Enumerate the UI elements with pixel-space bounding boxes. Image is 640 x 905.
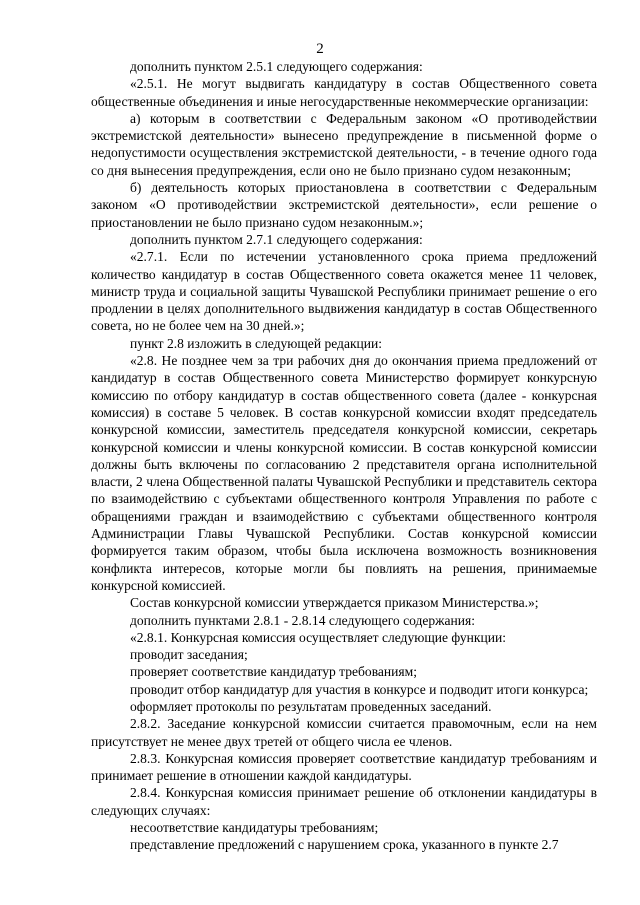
paragraph: проводит отбор кандидатур для участия в конкурсе и подводит итоги конкурса; [130,681,589,697]
paragraph: проводит заседания; [130,647,248,663]
paragraph: представление предложений с нарушением срока, указанного в пункте 2.7 [130,837,559,853]
paragraph: оформляет протоколы по результатам проведенных заседаний. [130,698,492,714]
paragraph: «2.8. Не позднее чем за три рабочих дня до окончания приема предложений от кандидатур в состав Общественного совета Министерство формирует конкурсную комиссию по отбору кандидатур в состав общественного совета (далее - конкурсная комиссия) в составе 5 человек. В состав конкурсной комиссии входят председатель конкурсной комиссии, заместитель председателя конкурсной комиссии, секретарь конкурсной комиссии и члены конкурсной комиссии. В состав конкурсной комиссии должны быть включены по согласованию 2 представителя органа исполнительной власти, 2 члена Общественной палаты Чувашской Республики и представитель сектора по взаимодействию с субъектами общественного контроля Управления по работе с обращениями граждан и взаимодействию с субъектами общественного контроля Администрации Главы Чувашской Республики. Состав конкурсной комиссии формируется таким образом, чтобы была исключена возможность возникновения конфликта интересов, которые могли бы повлиять на решения, принимаемые конкурсной комиссией. [91,353,597,593]
paragraph: 2.8.2. Заседание конкурсной комиссии считается правомочным, если на нем присутствует не менее двух третей от общего числа ее членов. [91,716,597,749]
paragraph: пункт 2.8 изложить в следующей редакции: [130,335,383,351]
paragraph: несоответствие кандидатуры требованиям; [130,820,379,836]
paragraph: проверяет соответствие кандидатур требованиям; [130,664,417,680]
paragraph: а) которым в соответствии с Федеральным законом «О противодействии экстремистской деятельности» вынесено предупреждение в письменной форме о недопустимости осуществления экстремистской деятельности, - в течение одного года со дня вынесения предупреждения, если оно не было признано судом незаконным; [91,110,597,178]
paragraph: Состав конкурсной комиссии утверждается приказом Министерства.»; [130,595,539,611]
paragraph: «2.8.1. Конкурсная комиссия осуществляет следующие функции: [130,629,506,645]
paragraph: б) деятельность которых приостановлена в соответствии с Федеральным законом «О противодействии экстремистской деятельности», если решение о приостановлении не было признано судом незаконным.»; [91,180,597,230]
paragraph: «2.7.1. Если по истечении установленного срока приема предложений количество кандидатур в состав Общественного совета окажется менее 11 человек, министр труда и социальной защиты Чувашской Республики принимает решение о его продлении в целях дополнительного выдвижения кандидатур в состав Общественного совета, но не более чем на 30 дней.»; [91,249,597,334]
paragraph: 2.8.4. Конкурсная комиссия принимает решение об отклонении кандидатуры в следующих случаях: [91,785,597,818]
paragraph: дополнить пунктами 2.8.1 - 2.8.14 следующего содержания: [130,612,476,628]
paragraph: «2.5.1. Не могут выдвигать кандидатуру в состав Общественного совета общественные объединения и иные негосударственные некоммерческие организации: [91,76,597,109]
paragraph: дополнить пунктом 2.7.1 следующего содержания: [130,231,423,247]
page-number: 2 [316,41,324,57]
document-body [91,58,597,854]
paragraph: дополнить пунктом 2.5.1 следующего содержания: [130,59,423,74]
paragraph: 2.8.3. Конкурсная комиссия проверяет соответствие кандидатур требованиям и принимает решение в отношении каждой кандидатуры. [91,750,597,784]
